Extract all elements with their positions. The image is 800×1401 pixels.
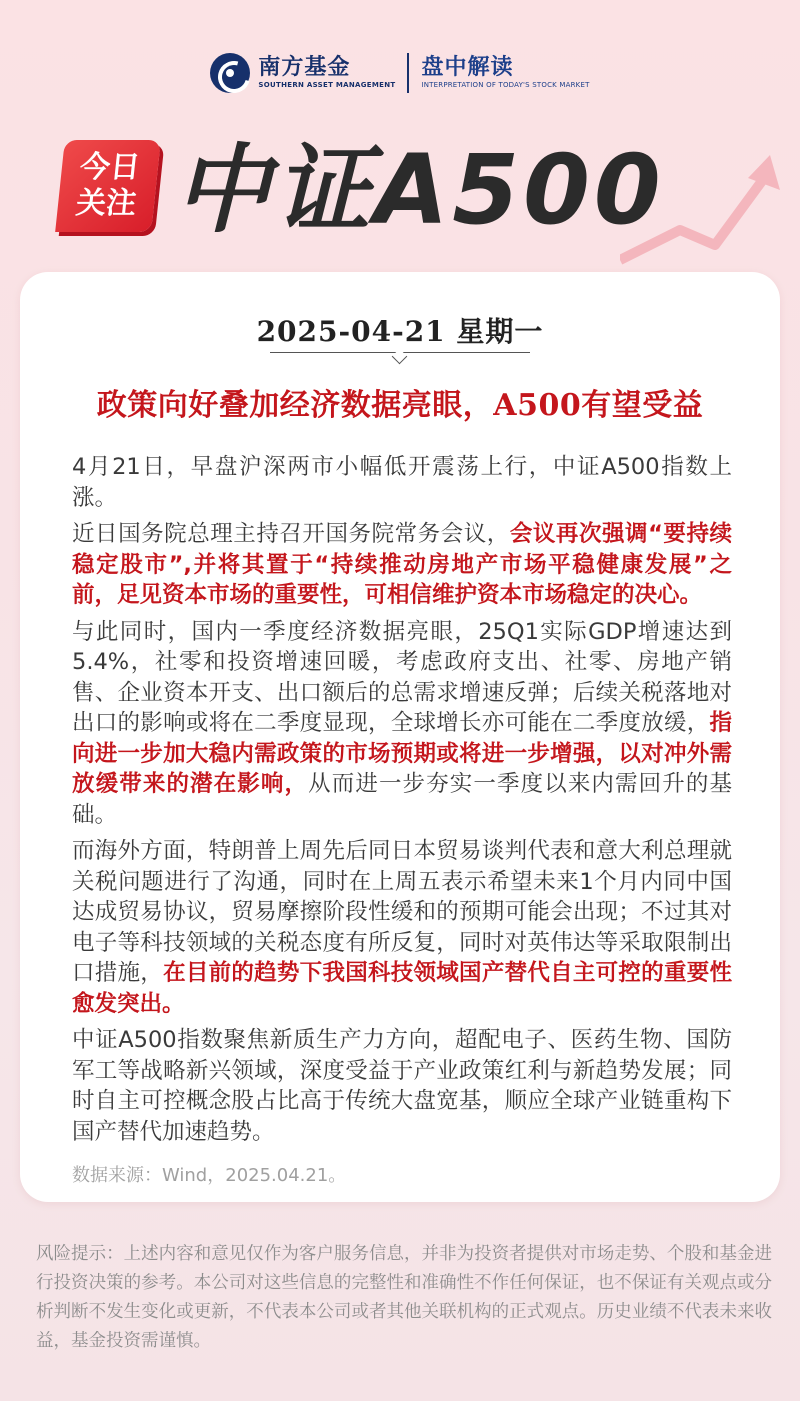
logo-divider [407,53,409,93]
paragraph-3 [72,617,732,831]
header-logos [0,48,800,98]
paragraph-1: 4月21日，早盘沪深两市小幅低开震荡上行，中证A500指数上涨。 [72,454,732,511]
paragraph-2-highlight: 会议再次强调“要持续稳定股市”,并将其置于“持续推动房地产市场平稳健康发展”之前，足见资本市场的重要性，可相信维护资本市场稳定的决心。 [72,521,732,608]
date-line: 2025-04-21 星期一 [256,315,544,348]
program-name-cn: 盘中解读 [421,55,514,80]
paragraph-4-text: 而海外方面，特朗普上周先后同日本贸易谈判代表和意大利总理就关税问题进行了沟通，同时在上周五表示希望未来1个月内同中国达成贸易协议，贸易摩擦阶段性缓和的预期可能会出现；不过其对电子等科技领域的关税态度有所反复，同时对英伟达等采取限制出口措施， [72,838,732,986]
brand-name-cn: 南方基金 [258,55,351,80]
today-focus-badge [55,140,161,232]
date-divider [270,352,530,353]
badge-line-2: 关注 [74,186,138,221]
data-source: 数据来源：Wind，2025.04.21。 [72,1165,347,1186]
paragraph-5: 中证A500指数聚焦新质生产力方向，超配电子、医药生物、国防军工等战略新兴领域，深度受益于产业政策红利与新趋势发展；同时自主可控概念股占比高于传统大盘宽基，顺应全球产业链重构下国产替代加速趋势。 [72,1027,732,1145]
brand-logo [210,53,395,93]
paragraph-4-highlight: 在目前的趋势下我国科技领域国产替代自主可控的重要性愈发突出。 [72,960,732,1017]
program-logo [421,56,589,90]
headline: 政策向好叠加经济数据亮眼，A500有望受益 [96,388,704,423]
program-name-en: INTERPRETATION OF TODAY'S STOCK MARKET [421,81,590,89]
paragraph-2-text: 近日国务院总理主持召开国务院常务会议， [72,521,510,547]
rising-arrow-icon [620,150,780,270]
paragraph-4 [72,836,732,1019]
content-card [20,272,780,1202]
badge-line-1: 今日 [78,150,142,185]
paragraph-3-text: 与此同时，国内一季度经济数据亮眼，25Q1实际GDP增速达到5.4%，社零和投资增速回暖，考虑政府支出、社零、房地产销售、企业资本开支、出口额后的总需求增速反弹；后续关税落地对出口的影响或将在二季度显现，全球增长亦可能在二季度放缓， [72,618,732,736]
brand-mark-icon [210,53,250,93]
brand-name-en: SOUTHERN ASSET MANAGEMENT [258,81,396,89]
risk-disclaimer: 风险提示：上述内容和意见仅作为客户服务信息，并非为投资者提供对市场走势、个股和基金进行投资决策的参考。本公司对这些信息的完整性和准确性不作任何保证，也不保证有关观点或分析判断不发生变化或更新，不代表本公司或者其他关联机构的正式观点。历史业绩不代表未来收益，基金投资需谨慎。 [36,1244,772,1351]
paragraph-2 [72,519,732,611]
paragraph-3-tail: 从而进一步夯实一季度以来内需回升的基础。 [72,771,732,828]
paragraph-3-highlight: 指向进一步加大稳内需政策的市场预期或将进一步增强，以对冲外需放缓带来的潜在影响， [72,710,732,797]
banner-title: 中证A500 [174,134,665,246]
article-body [72,452,732,1198]
